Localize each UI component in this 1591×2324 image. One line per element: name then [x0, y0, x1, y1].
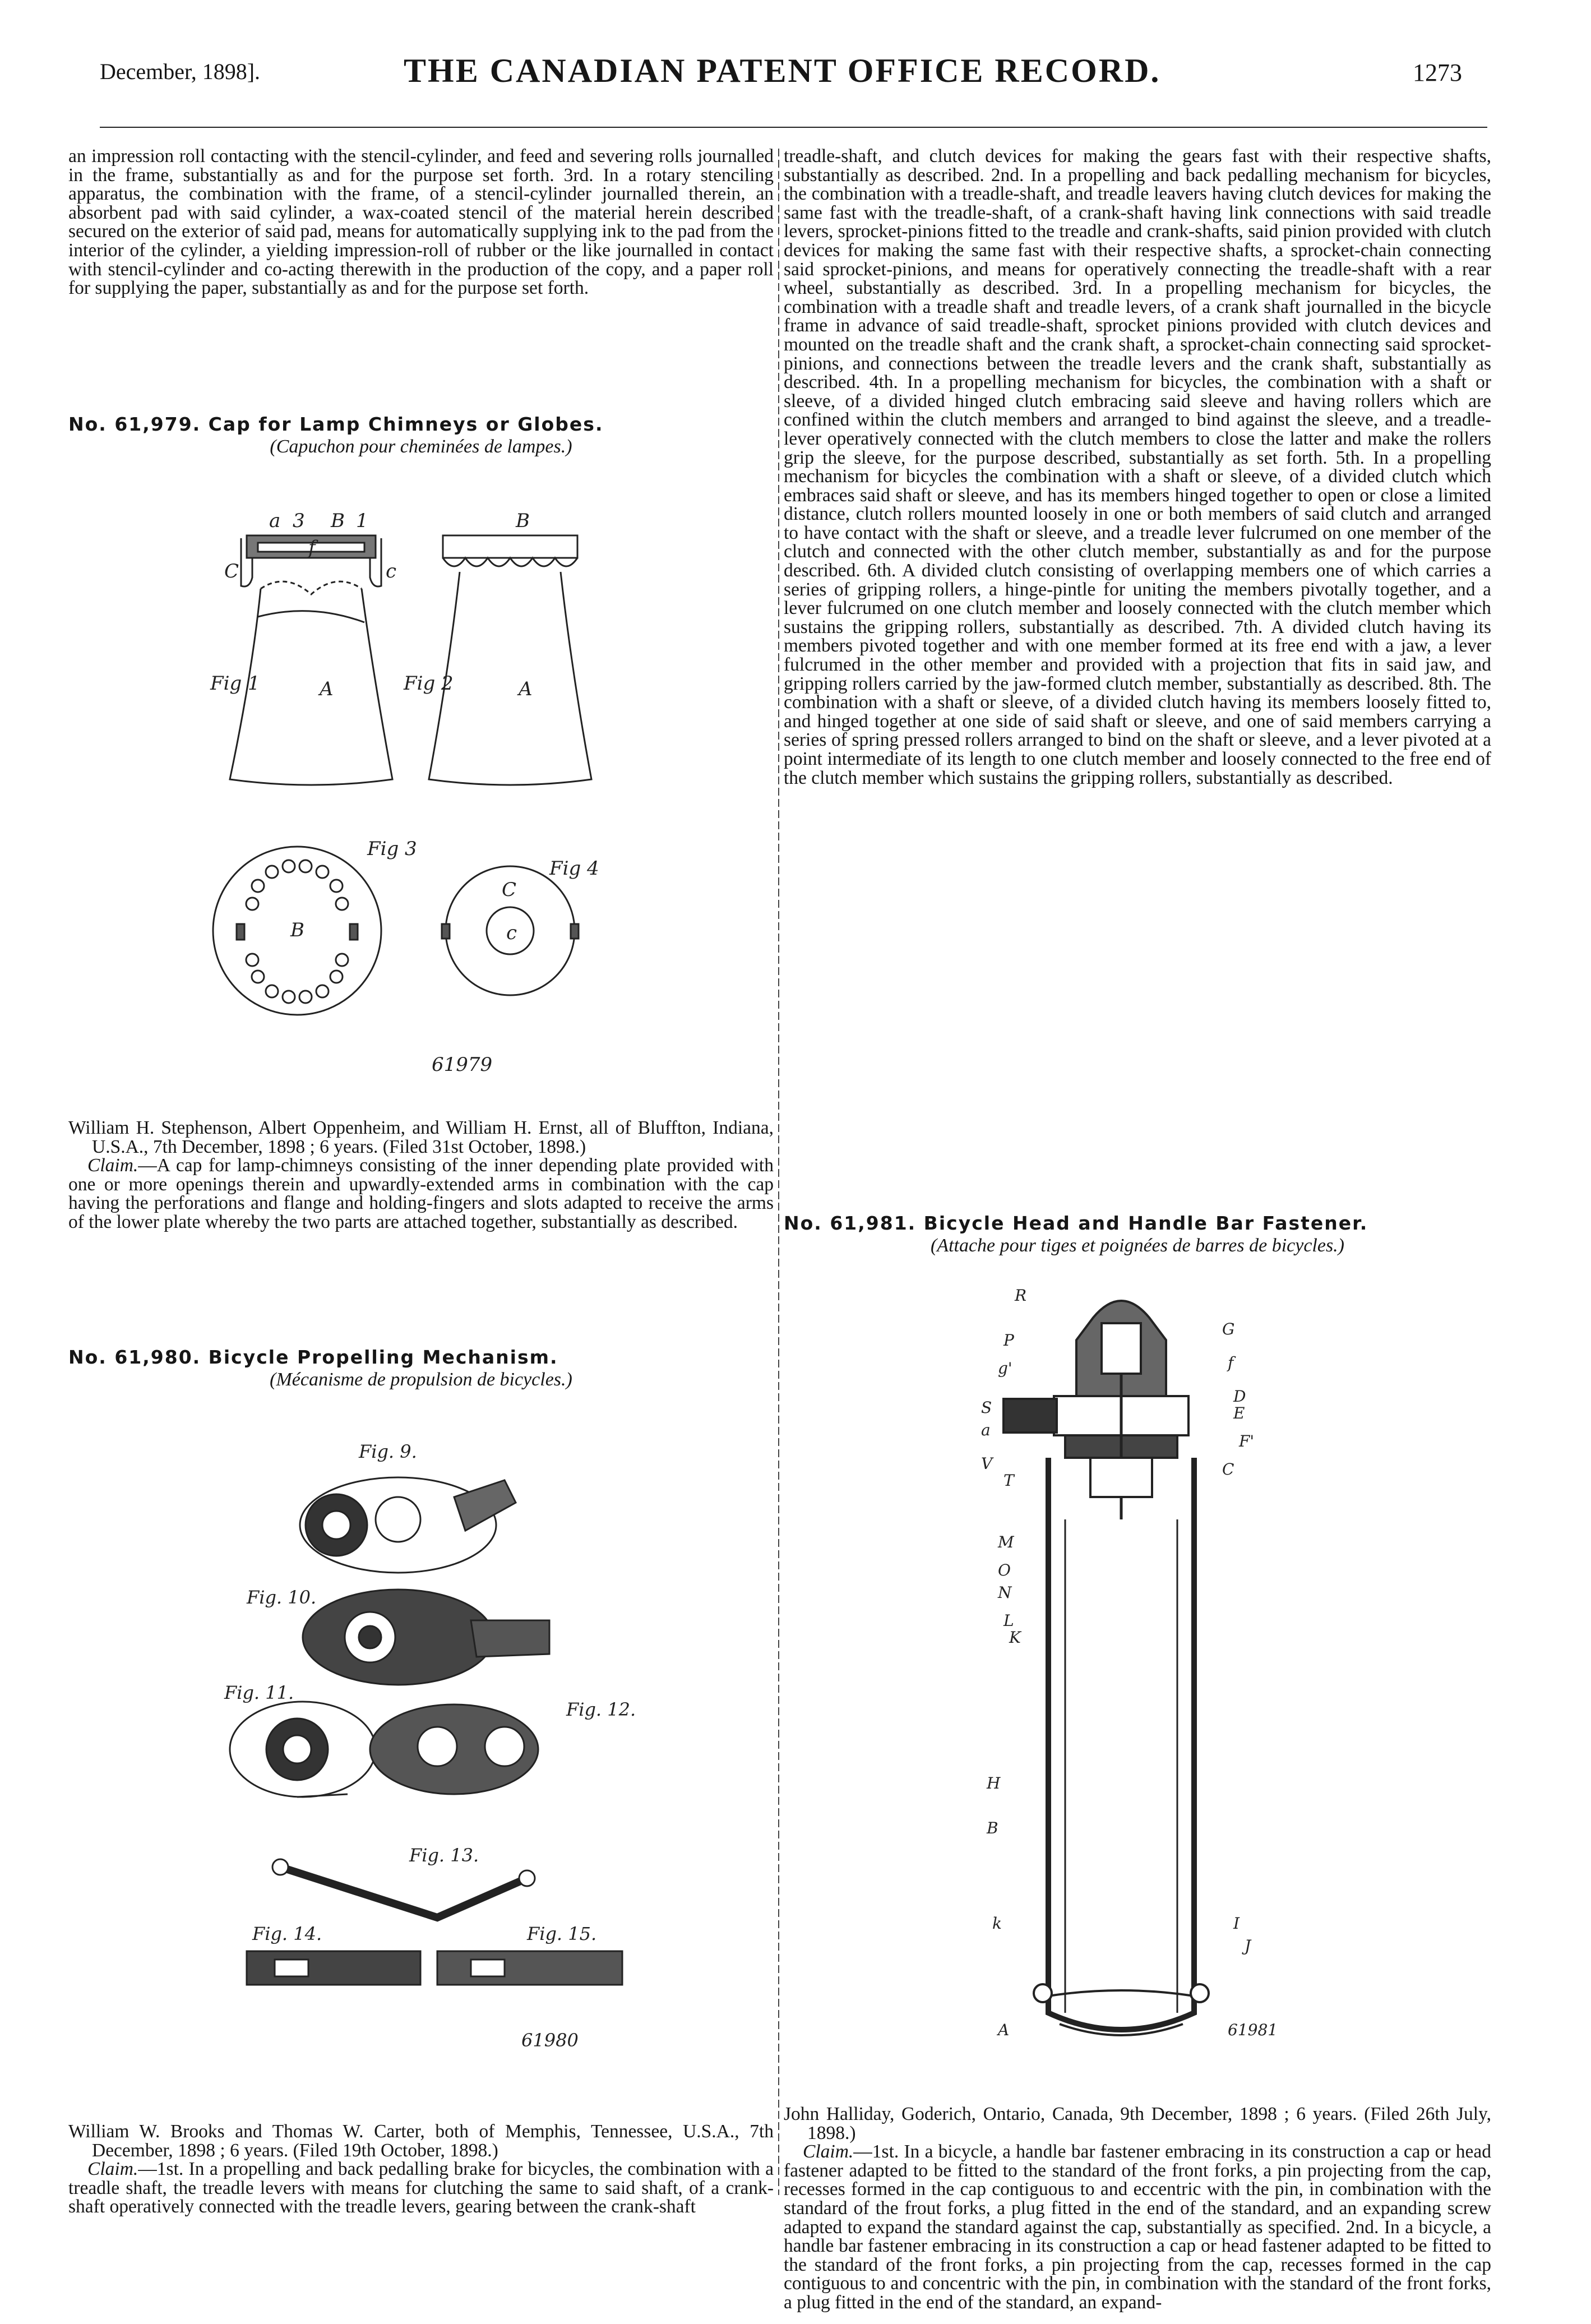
svg-text:D: D: [1233, 1387, 1246, 1406]
lamp-cap-drawing: [207, 505, 600, 1088]
svg-text:C: C: [224, 560, 239, 583]
intro-paragraph: an impression roll contacting with the stencil-cylinder, and feed and severing rolls journalled in the frame, substantially as and for the purpose set forth. 3rd. In a rotary stenciling apparatus, the combination with the frame, of a stencil-cylinder journalled therein, an absorbent pad with said cylinder, a wax-coated stencil of the material herein described secured on the exterior of said pad, means for automatically supplying ink to the pad from the interior of the cylinder, a yielding impression-roll of rubber or the like journalled in contact with stencil-cylinder and co-acting therewith in the production of the copy, and a paper roll for supplying the paper, substantially as and for the purpose set forth.: [68, 146, 774, 299]
patent-61979-claim-label: Claim.: [87, 1155, 138, 1176]
svg-text:c: c: [506, 922, 517, 944]
header-date: December, 1898].: [100, 59, 261, 84]
svg-text:J: J: [1245, 1937, 1251, 1955]
svg-text:f: f: [308, 537, 316, 559]
patent-61980-claims-continued-text: treadle-shaft, and clutch devices for making the gears fast with their respective shafts, substantially as described. 2nd. In a propelling and back pedalling mechanism for bicycles, the combination with a treadle-shaft, and treadle leavers having clutch devices for making the same fast with the treadle-shaft, of a crank-shaft having link connections with said treadle levers, sprocket-pinions fitted to the treadle and crank-shafts, said pinion provided with clutch devices for making the same fast with their respective shafts, a sprocket-chain connecting said sprocket-pinions, and means for operatively connecting the treadle-shaft with a rear wheel, substantially as described. 3rd. In a propelling mechanism for bicycles, the combination with a treadle shaft and treadle levers, of a crank shaft journalled in the bicycle frame in advance of said treadle-shaft, sprocket pinions provided with clutch devices and mounted on the treadle shaft and the crank shaft, a sprocket-chain connecting said sprocket-pinions, and connections between the treadle levers and the crank shaft, substantially as described. 4th. In a propelling mechanism for bicycles, the combination with a shaft or sleeve, of a divided hinged clutch embracing said sleeve and having rollers which are confined within the clutch members and arranged to bind against the sleeve, and a treadle-lever operatively connected with the clutch members to close the latter and make the rollers grip the sleeve, for the purpose described, substantially as set forth. 5th. In a propelling mechanism for bicycles the combination with a shaft or sleeve, of a divided clutch which embraces said shaft or sleeve, and has its members hinged together to open or close a limited distance, clutch rollers mounted loosely in one or both members of said clutch and arranged to have contact with the shaft or sleeve, and a treadle lever fulcrumed on one member of the clutch and connected with the other clutch member, substantially as and for the purpose described. 6th. A divided clutch consisting of overlapping members one of which carries a series of gripping rollers, a hinge-pintle for uniting the members pivotally together, and a lever fulcrumed on one clutch member and loosely connected with the clutch member which sustains the gripping rollers, substantially as described. 7th. A divided clutch having its members pivoted together and with one member formed at its free end with a jaw, a lever fulcrumed in the other member and provided with a projection that fits in said jaw, and gripping rollers carried by the jaw-formed clutch member, substantially as described. 8th. The combination with a shaft or sleeve, of a divided clutch having its members loosely fitted to, and hinged together at one side of said shaft or sleeve, and one of said members carrying a series of spring pressed rollers arranged to bind on the shaft or sleeve, and a lever pivoted at a point intermediate of its length to one clutch member and loosely connected to the free end of the clutch member which sustains the gripping rollers, substantially as described.: [784, 146, 1491, 788]
patent-61980-text: [68, 2122, 774, 2216]
svg-text:Fig 4: Fig 4: [549, 857, 599, 880]
patent-61979-text: [68, 1119, 774, 1232]
svg-text:C: C: [1222, 1460, 1234, 1479]
patent-61979-claim-text: —A cap for lamp-chimneys consisting of the inner depending plate provided with one or more openings therein and upwardly-extended arms in combination with the cap having the perforations and flange and holding-fingers and slots adapted to receive the arms of the lower plate whereby the two parts are attached together, substantially as described.: [68, 1155, 774, 1232]
svg-text:N: N: [998, 1583, 1012, 1602]
svg-text:K: K: [1009, 1628, 1021, 1647]
svg-text:A: A: [519, 678, 533, 700]
patent-61980-inventors: William W. Brooks and Thomas W. Carter, both of Memphis, Tennessee, U.S.A., 7th December, 1898 ; 6 years. (Filed 19th October, 1898.): [68, 2121, 774, 2161]
svg-text:V: V: [981, 1454, 993, 1473]
svg-text:B: B: [516, 510, 530, 532]
left-column-intro: [68, 147, 774, 298]
svg-text:61980: 61980: [521, 2030, 579, 2051]
svg-text:g': g': [998, 1359, 1012, 1378]
svg-text:M: M: [998, 1533, 1014, 1551]
svg-text:Fig. 15.: Fig. 15.: [527, 1923, 597, 1944]
svg-text:61981: 61981: [1228, 2021, 1278, 2039]
svg-text:a: a: [981, 1421, 991, 1439]
patent-61980-subtitle: (Mécanisme de propulsion de bicycles.): [270, 1369, 572, 1390]
header-title: THE CANADIAN PATENT OFFICE RECORD.: [404, 52, 1161, 89]
patent-61979-subtitle: (Capuchon pour cheminées de lampes.): [270, 436, 572, 457]
svg-text:c: c: [386, 560, 397, 583]
svg-text:P: P: [1003, 1331, 1014, 1350]
patent-61981-claim-label: Claim.: [803, 2141, 854, 2163]
svg-text:Fig. 12.: Fig. 12.: [566, 1699, 636, 1720]
header-rule: [100, 127, 1487, 128]
svg-text:B: B: [331, 510, 345, 532]
svg-text:B: B: [290, 919, 304, 941]
svg-text:a: a: [269, 510, 281, 532]
svg-text:H: H: [987, 1774, 1001, 1792]
svg-text:T: T: [1003, 1471, 1014, 1490]
patent-61979-claim: [68, 1156, 774, 1231]
svg-text:Fig. 13.: Fig. 13.: [409, 1845, 479, 1866]
patent-61980-heading: No. 61,980. Bicycle Propelling Mechanism.: [68, 1346, 558, 1368]
svg-text:Fig 3: Fig 3: [367, 838, 417, 860]
column-divider: [778, 149, 779, 2195]
svg-text:F': F': [1239, 1432, 1255, 1450]
svg-text:L: L: [1003, 1611, 1014, 1630]
svg-text:G: G: [1222, 1320, 1235, 1338]
patent-61981-claim-text: —1st. In a bicycle, a handle bar fastener embracing in its construction a cap or head fastener adapted to be fitted to the standard of the front forks, a pin projecting from the cap, recesses formed in the cap contiguous to and eccentric with the pin, in combination with the standard of the frout forks, a plug fitted in the end of the standard, and an expanding screw adapted to expand the standard against the cap, substantially as specified. 2nd. In a bicycle, a handle bar fastener embracing in its construction a cap or head fastener adapted to be fitted to the standard of the front forks, a pin projecting from the cap, recesses formed in the cap contiguous to and concentric with the pin, in combination with the standard of the front forks, a plug fitted in the end of the standard, an expand-: [784, 2141, 1491, 2313]
bicycle-propelling-drawing: [213, 1435, 650, 2074]
svg-text:Fig 2: Fig 2: [404, 672, 454, 695]
header-page-number: 1273: [1413, 59, 1462, 86]
svg-text:f: f: [1228, 1353, 1234, 1372]
svg-text:O: O: [998, 1561, 1011, 1579]
svg-text:Fig. 14.: Fig. 14.: [252, 1923, 322, 1944]
patent-61981-heading-block: [784, 1214, 1491, 1255]
patent-61979-inventors: William H. Stephenson, Albert Oppenheim, and William H. Ernst, all of Bluffton, Indiana, U.S.A., 7th December, 1898 ; 6 years. (Filed 31st October, 1898.): [68, 1117, 774, 1157]
svg-text:k: k: [992, 1914, 1002, 1933]
svg-text:Fig. 11.: Fig. 11.: [224, 1682, 294, 1703]
svg-text:A: A: [320, 678, 334, 700]
svg-text:Fig. 9.: Fig. 9.: [359, 1441, 417, 1462]
patent-61980-heading-block: [68, 1348, 774, 1389]
svg-text:I: I: [1233, 1914, 1240, 1933]
svg-text:E: E: [1233, 1404, 1245, 1422]
svg-text:3: 3: [293, 510, 305, 532]
patent-61981-text: [784, 2105, 1491, 2312]
patent-61979-heading: No. 61,979. Cap for Lamp Chimneys or Globes.: [68, 413, 604, 435]
patent-61980-claims-continued: [784, 147, 1491, 787]
patent-61980-figure: [213, 1435, 650, 2074]
svg-text:61979: 61979: [432, 1054, 493, 1076]
svg-text:1: 1: [356, 510, 368, 532]
svg-text:S: S: [981, 1398, 992, 1417]
patent-61981-claim: [784, 2142, 1491, 2312]
svg-text:C: C: [502, 879, 517, 901]
patent-61979-heading-block: [68, 415, 774, 456]
patent-61980-claim-text: —1st. In a propelling and back pedalling brake for bicycles, the combination with a treadle shaft, the treadle levers with means for clutching the same to said shaft, of a crank-shaft operatively connected with the treadle levers, gearing between the crank-shaft: [68, 2159, 774, 2217]
svg-text:B: B: [987, 1819, 998, 1837]
svg-text:Fig. 10.: Fig. 10.: [247, 1587, 317, 1608]
patent-61980-claim: [68, 2160, 774, 2216]
patent-61981-figure: [981, 1284, 1295, 2086]
patent-61981-heading: No. 61,981. Bicycle Head and Handle Bar Fastener.: [784, 1212, 1368, 1234]
patent-61980-claim-label: Claim.: [87, 2159, 138, 2180]
patent-61981-subtitle: (Attache pour tiges et poignées de barres de bicycles.): [930, 1235, 1345, 1256]
svg-text:A: A: [998, 2021, 1010, 2039]
svg-text:R: R: [1015, 1286, 1027, 1305]
patent-61981-inventors: John Halliday, Goderich, Ontario, Canada, 9th December, 1898 ; 6 years. (Filed 26th July, 1898.): [784, 2104, 1491, 2143]
patent-61979-figure: [207, 505, 600, 1088]
svg-text:Fig 1: Fig 1: [210, 672, 260, 695]
handle-bar-fastener-drawing: [981, 1284, 1295, 2086]
